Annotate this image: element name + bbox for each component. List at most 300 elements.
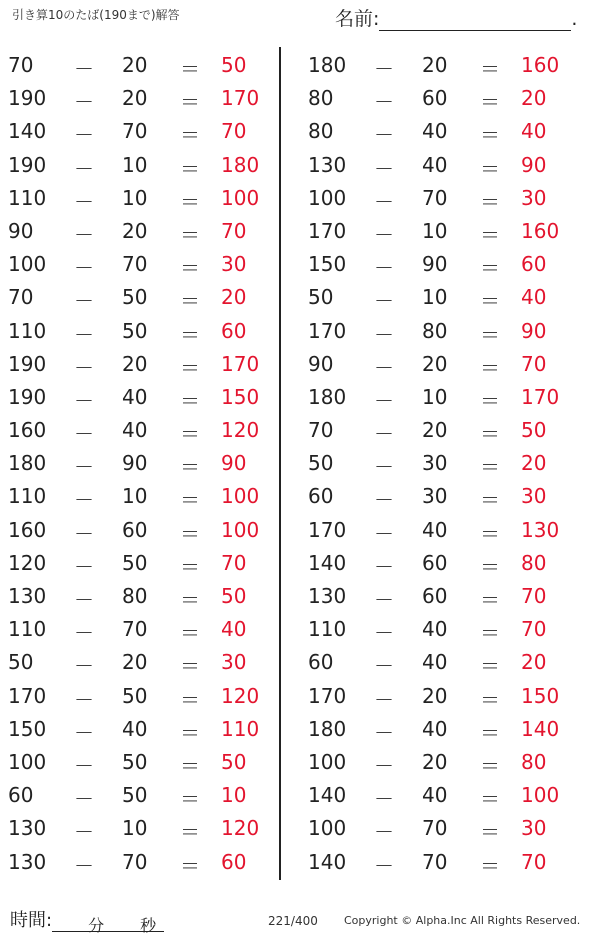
subtrahend: 50 (122, 285, 148, 310)
minus-sign: － (74, 388, 94, 413)
answer: 20 (521, 650, 547, 675)
minus-sign: － (374, 388, 394, 413)
problem-row (0, 147, 275, 180)
minuend: 60 (308, 650, 334, 675)
minuend: 130 (308, 152, 347, 177)
minus-sign: － (374, 455, 394, 480)
worksheet-title: 引き算10のたば(190まで)解答 (12, 8, 180, 22)
equals-sign: ＝ (480, 156, 500, 181)
answer: 40 (521, 119, 547, 144)
equals-sign: ＝ (180, 820, 200, 845)
minus-sign: － (74, 455, 94, 480)
answer: 20 (521, 451, 547, 476)
subtrahend: 40 (122, 384, 148, 409)
time-write-line[interactable] (52, 913, 164, 935)
minuend: 140 (308, 550, 347, 575)
answer: 30 (521, 484, 547, 509)
problem-row (300, 744, 575, 777)
answer: 30 (221, 650, 247, 675)
subtrahend: 30 (422, 451, 448, 476)
subtrahend: 60 (422, 584, 448, 608)
equals-sign: ＝ (180, 322, 200, 347)
minus-sign: － (74, 422, 94, 447)
equals-sign: ＝ (180, 853, 200, 878)
problem-row (0, 47, 275, 80)
minuend: 100 (308, 185, 347, 210)
subtrahend: 10 (422, 384, 448, 409)
right-problem-column (300, 47, 575, 877)
problem-row (300, 678, 575, 711)
subtrahend: 40 (422, 517, 448, 542)
minuend: 190 (8, 384, 47, 409)
minuend: 70 (8, 285, 34, 310)
problem-row (0, 545, 275, 578)
minuend: 140 (8, 119, 47, 144)
minus-sign: － (74, 853, 94, 878)
minus-sign: － (74, 222, 94, 247)
subtrahend: 50 (122, 749, 148, 774)
minuend: 90 (308, 351, 334, 376)
answer: 60 (221, 318, 247, 343)
minus-sign: － (374, 90, 394, 115)
minuend: 170 (308, 318, 347, 343)
minuend: 130 (8, 849, 47, 874)
minuend: 50 (308, 451, 334, 476)
subtrahend: 70 (422, 816, 448, 841)
subtrahend: 70 (422, 185, 448, 210)
equals-sign: ＝ (480, 488, 500, 513)
minus-sign: － (374, 123, 394, 148)
problem-row (300, 147, 575, 180)
answer: 30 (521, 185, 547, 210)
minuend: 100 (8, 252, 47, 277)
answer: 50 (221, 53, 247, 77)
minus-sign: － (74, 322, 94, 347)
minus-sign: － (374, 156, 394, 181)
answer: 120 (221, 683, 260, 708)
answer: 70 (521, 584, 547, 608)
problem-row (0, 113, 275, 146)
subtrahend: 20 (122, 650, 148, 675)
subtrahend: 40 (422, 716, 448, 741)
equals-sign: ＝ (480, 687, 500, 712)
subtrahend: 70 (122, 119, 148, 144)
minus-sign: － (374, 222, 394, 247)
problem-row (300, 412, 575, 445)
problem-row (300, 346, 575, 379)
minus-sign: － (74, 57, 94, 81)
subtrahend: 50 (122, 318, 148, 343)
subtrahend: 50 (122, 683, 148, 708)
answer: 160 (521, 218, 560, 243)
minus-sign: － (74, 753, 94, 778)
answer: 70 (521, 351, 547, 376)
minus-sign: － (374, 753, 394, 778)
minus-sign: － (74, 787, 94, 812)
problem-row (0, 844, 275, 877)
equals-sign: ＝ (180, 720, 200, 745)
problem-row (0, 246, 275, 279)
subtrahend: 90 (122, 451, 148, 476)
subtrahend: 90 (422, 252, 448, 277)
problem-row (0, 744, 275, 777)
problem-row (0, 379, 275, 412)
answer: 90 (521, 318, 547, 343)
equals-sign: ＝ (180, 753, 200, 778)
subtrahend: 40 (422, 650, 448, 675)
answer: 180 (221, 152, 260, 177)
equals-sign: ＝ (480, 455, 500, 480)
subtrahend: 10 (122, 816, 148, 841)
answer: 40 (221, 617, 247, 642)
answer: 70 (221, 550, 247, 575)
equals-sign: ＝ (180, 355, 200, 380)
answer: 150 (521, 683, 560, 708)
minuend: 60 (8, 783, 34, 808)
copyright-notice: Copyright © Alpha.Inc All Rights Reserved. (344, 914, 581, 927)
answer: 70 (221, 119, 247, 144)
minus-sign: － (74, 720, 94, 745)
minus-sign: － (74, 521, 94, 546)
equals-sign: ＝ (180, 189, 200, 214)
minus-sign: － (374, 554, 394, 579)
equals-sign: ＝ (180, 222, 200, 247)
answer: 50 (521, 418, 547, 443)
minus-sign: － (74, 156, 94, 181)
answer: 130 (521, 517, 560, 542)
problem-row (300, 246, 575, 279)
problem-row (0, 711, 275, 744)
minuend: 130 (308, 584, 347, 608)
minuend: 110 (8, 318, 47, 343)
answer: 20 (221, 285, 247, 310)
minus-sign: － (374, 654, 394, 679)
equals-sign: ＝ (480, 554, 500, 579)
equals-sign: ＝ (180, 455, 200, 480)
subtrahend: 40 (122, 716, 148, 741)
subtrahend: 70 (122, 252, 148, 277)
minus-sign: － (74, 90, 94, 115)
answer: 20 (521, 86, 547, 111)
problem-row (300, 711, 575, 744)
equals-sign: ＝ (480, 720, 500, 745)
minuend: 190 (8, 351, 47, 376)
minus-sign: － (74, 654, 94, 679)
minuend: 120 (8, 550, 47, 575)
answer: 90 (221, 451, 247, 476)
minuend: 180 (8, 451, 47, 476)
problem-row (0, 644, 275, 677)
answer: 60 (521, 252, 547, 277)
minus-sign: － (74, 256, 94, 281)
minus-sign: － (74, 289, 94, 314)
equals-sign: ＝ (480, 521, 500, 546)
problem-row (0, 213, 275, 246)
minus-sign: － (374, 322, 394, 347)
minuend: 80 (308, 86, 334, 111)
subtrahend: 20 (422, 749, 448, 774)
answer: 110 (221, 716, 260, 741)
problem-row (300, 279, 575, 312)
answer: 50 (221, 584, 247, 608)
equals-sign: ＝ (480, 289, 500, 314)
problem-row (0, 279, 275, 312)
equals-sign: ＝ (180, 123, 200, 148)
minus-sign: － (74, 588, 94, 612)
minuend: 180 (308, 53, 347, 77)
name-write-line[interactable] (379, 12, 571, 31)
subtrahend: 10 (122, 185, 148, 210)
time-field-area (10, 906, 164, 935)
minuend: 70 (8, 53, 34, 77)
equals-sign: ＝ (480, 422, 500, 447)
minus-sign: － (374, 256, 394, 281)
equals-sign: ＝ (180, 156, 200, 181)
subtrahend: 70 (422, 849, 448, 874)
answer: 70 (221, 218, 247, 243)
minuend: 70 (308, 418, 334, 443)
minuend: 100 (8, 749, 47, 774)
equals-sign: ＝ (480, 621, 500, 646)
problem-row (0, 810, 275, 843)
problem-row (300, 47, 575, 80)
subtrahend: 80 (122, 584, 148, 608)
problem-row (300, 512, 575, 545)
minuend: 140 (308, 783, 347, 808)
minus-sign: － (74, 621, 94, 646)
column-divider (279, 47, 281, 880)
subtrahend: 50 (122, 783, 148, 808)
equals-sign: ＝ (480, 189, 500, 214)
minuend: 50 (8, 650, 34, 675)
subtrahend: 10 (122, 484, 148, 509)
subtrahend: 70 (122, 617, 148, 642)
minus-sign: － (374, 687, 394, 712)
minuend: 110 (8, 484, 47, 509)
equals-sign: ＝ (180, 787, 200, 812)
equals-sign: ＝ (180, 521, 200, 546)
subtrahend: 60 (422, 550, 448, 575)
minus-sign: － (374, 621, 394, 646)
equals-sign: ＝ (480, 588, 500, 612)
minuend: 160 (8, 418, 47, 443)
minus-sign: － (374, 289, 394, 314)
name-line-end: . (571, 8, 578, 30)
minus-sign: － (374, 488, 394, 513)
problem-row (300, 80, 575, 113)
equals-sign: ＝ (480, 57, 500, 81)
minuend: 110 (8, 617, 47, 642)
minuend: 160 (8, 517, 47, 542)
equals-sign: ＝ (480, 90, 500, 115)
minuend: 110 (8, 185, 47, 210)
equals-sign: ＝ (480, 256, 500, 281)
equals-sign: ＝ (180, 90, 200, 115)
subtrahend: 20 (122, 53, 148, 77)
minuend: 190 (8, 152, 47, 177)
minuend: 170 (308, 683, 347, 708)
subtrahend: 20 (122, 351, 148, 376)
answer: 30 (221, 252, 247, 277)
equals-sign: ＝ (180, 422, 200, 447)
minuend: 100 (308, 816, 347, 841)
equals-sign: ＝ (180, 654, 200, 679)
minuend: 190 (8, 86, 47, 111)
answer: 70 (521, 617, 547, 642)
answer: 70 (521, 849, 547, 874)
minus-sign: － (74, 355, 94, 380)
minus-sign: － (374, 787, 394, 812)
minus-sign: － (74, 488, 94, 513)
minuend: 180 (308, 384, 347, 409)
subtrahend: 30 (422, 484, 448, 509)
problem-row (300, 213, 575, 246)
minuend: 170 (308, 218, 347, 243)
minuend: 110 (308, 617, 347, 642)
problem-row (300, 644, 575, 677)
minuend: 170 (8, 683, 47, 708)
subtrahend: 20 (422, 418, 448, 443)
problem-row (0, 478, 275, 511)
page-number: 221/400 (268, 914, 318, 928)
answer: 100 (521, 783, 560, 808)
subtrahend: 20 (122, 86, 148, 111)
subtrahend: 80 (422, 318, 448, 343)
minus-sign: － (74, 123, 94, 148)
problem-row (300, 810, 575, 843)
minuend: 130 (8, 816, 47, 841)
answer: 50 (221, 749, 247, 774)
subtrahend: 50 (122, 550, 148, 575)
subtrahend: 40 (422, 119, 448, 144)
equals-sign: ＝ (480, 787, 500, 812)
subtrahend: 40 (122, 418, 148, 443)
problem-row (300, 844, 575, 877)
name-label: 名前: (335, 8, 380, 30)
minus-sign: － (74, 687, 94, 712)
minuend: 150 (308, 252, 347, 277)
equals-sign: ＝ (480, 322, 500, 347)
subtrahend: 40 (422, 617, 448, 642)
problem-row (300, 180, 575, 213)
minus-sign: － (374, 588, 394, 612)
minuend: 100 (308, 749, 347, 774)
subtrahend: 60 (422, 86, 448, 111)
problem-row (0, 512, 275, 545)
minus-sign: － (374, 820, 394, 845)
subtrahend: 10 (122, 152, 148, 177)
answer: 160 (521, 53, 560, 77)
answer: 100 (221, 185, 260, 210)
answer: 30 (521, 816, 547, 841)
answer: 10 (221, 783, 247, 808)
answer: 120 (221, 418, 260, 443)
problem-row (0, 777, 275, 810)
subtrahend: 10 (422, 285, 448, 310)
subtrahend: 20 (122, 218, 148, 243)
equals-sign: ＝ (480, 654, 500, 679)
problem-row (300, 777, 575, 810)
equals-sign: ＝ (180, 57, 200, 81)
equals-sign: ＝ (480, 853, 500, 878)
problem-row (0, 445, 275, 478)
subtrahend: 20 (422, 683, 448, 708)
equals-sign: ＝ (180, 488, 200, 513)
minus-sign: － (74, 189, 94, 214)
name-field-area (335, 4, 577, 31)
answer: 170 (521, 384, 560, 409)
equals-sign: ＝ (480, 355, 500, 380)
minuend: 50 (308, 285, 334, 310)
answer: 120 (221, 816, 260, 841)
answer: 170 (221, 86, 260, 111)
minuend: 60 (308, 484, 334, 509)
answer: 40 (521, 285, 547, 310)
equals-sign: ＝ (180, 388, 200, 413)
minutes-label: 分 (88, 916, 105, 935)
seconds-label: 秒 (140, 916, 157, 935)
minus-sign: － (374, 189, 394, 214)
minus-sign: － (74, 554, 94, 579)
problem-row (0, 578, 275, 611)
answer: 100 (221, 517, 260, 542)
answer: 170 (221, 351, 260, 376)
equals-sign: ＝ (180, 588, 200, 612)
subtrahend: 70 (122, 849, 148, 874)
minuend: 150 (8, 716, 47, 741)
equals-sign: ＝ (480, 820, 500, 845)
problem-row (0, 346, 275, 379)
answer: 80 (521, 550, 547, 575)
minus-sign: － (374, 853, 394, 878)
subtrahend: 40 (422, 783, 448, 808)
equals-sign: ＝ (180, 687, 200, 712)
problem-row (300, 545, 575, 578)
minus-sign: － (374, 57, 394, 81)
problem-row (0, 678, 275, 711)
answer: 80 (521, 749, 547, 774)
problem-row (0, 80, 275, 113)
problem-row (0, 611, 275, 644)
answer: 90 (521, 152, 547, 177)
problem-row (0, 412, 275, 445)
subtrahend: 60 (122, 517, 148, 542)
minuend: 80 (308, 119, 334, 144)
minus-sign: － (374, 355, 394, 380)
minuend: 170 (308, 517, 347, 542)
subtrahend: 40 (422, 152, 448, 177)
subtrahend: 10 (422, 218, 448, 243)
minuend: 130 (8, 584, 47, 608)
left-problem-column (0, 47, 275, 877)
minus-sign: － (374, 720, 394, 745)
problem-row (300, 578, 575, 611)
problem-row (300, 445, 575, 478)
problem-row (300, 379, 575, 412)
equals-sign: ＝ (180, 621, 200, 646)
subtrahend: 20 (422, 53, 448, 77)
equals-sign: ＝ (480, 753, 500, 778)
problem-row (300, 113, 575, 146)
equals-sign: ＝ (480, 222, 500, 247)
problem-row (300, 611, 575, 644)
minuend: 180 (308, 716, 347, 741)
answer: 150 (221, 384, 260, 409)
equals-sign: ＝ (180, 289, 200, 314)
minuend: 140 (308, 849, 347, 874)
answer: 140 (521, 716, 560, 741)
minus-sign: － (74, 820, 94, 845)
